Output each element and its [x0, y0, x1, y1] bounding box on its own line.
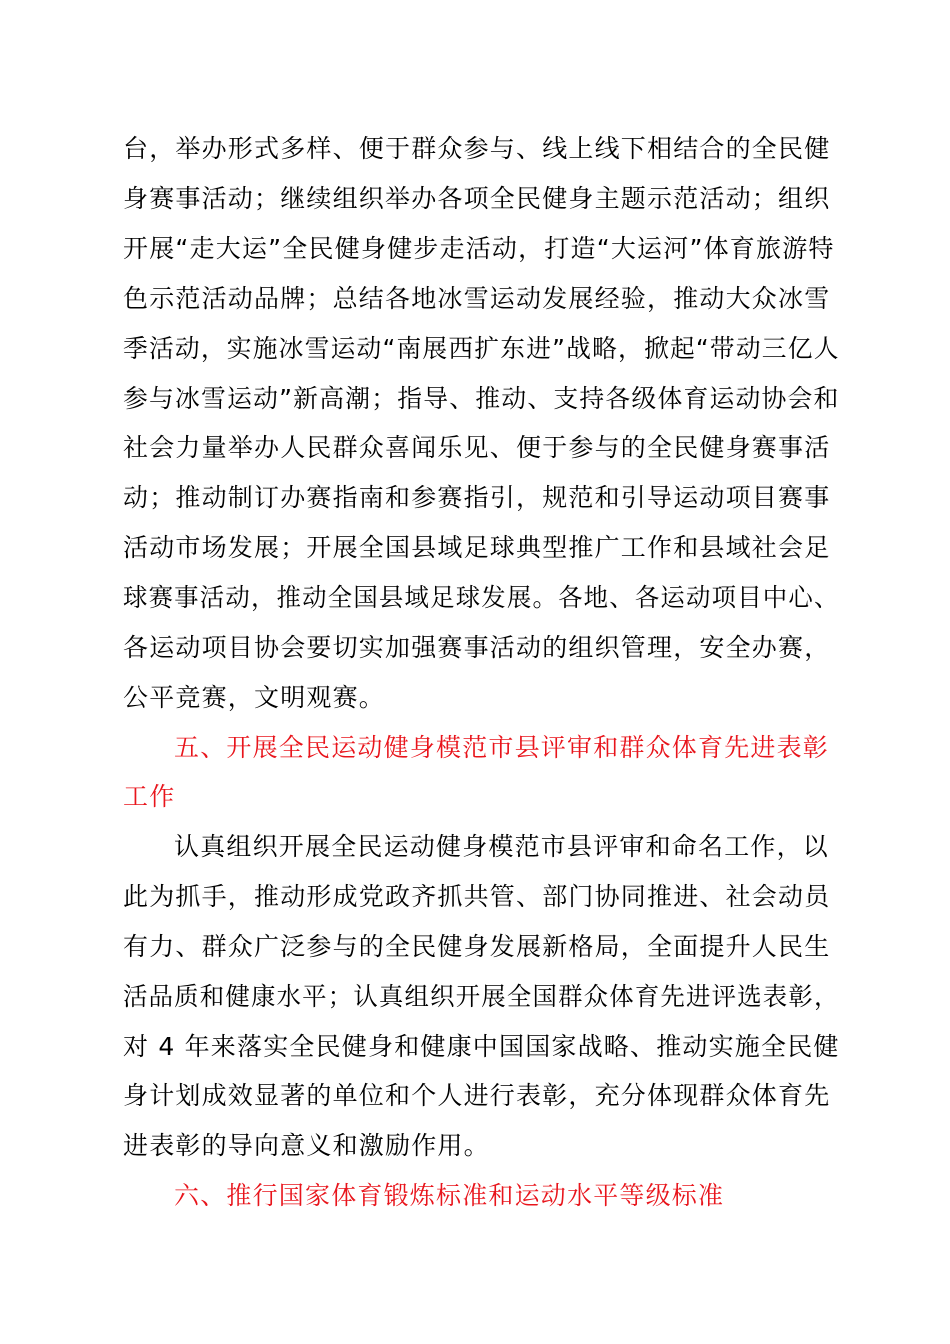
paragraph-line: 公平竞赛，文明观赛。: [123, 683, 386, 712]
paragraph-line: 有力、群众广泛参与的全民健身发展新格局，全面提升人民生: [123, 932, 831, 961]
paragraph-line: 活品质和健康水平；认真组织开展全国群众体育先进评选表彰，: [123, 982, 840, 1011]
section-6-heading: 六、推行国家体育锻炼标准和运动水平等级标准: [174, 1181, 725, 1210]
section-5-heading: 五、开展全民运动健身模范市县评审和群众体育先进表彰: [174, 733, 830, 762]
paragraph-line: 进表彰的导向意义和激励作用。: [123, 1131, 490, 1160]
paragraph-line: 身计划成效显著的单位和个人进行表彰，充分体现群众体育先: [123, 1081, 831, 1110]
paragraph-line: 台，举办形式多样、便于群众参与、线上线下相结合的全民健: [123, 134, 831, 163]
paragraph-line: 季活动，实施冰雪运动“南展西扩东进”战略，掀起“带动三亿人: [123, 334, 840, 363]
paragraph-line: 活动市场发展；开展全国县域足球典型推广工作和县域社会足: [123, 533, 831, 562]
paragraph-line: 身赛事活动；继续组织举办各项全民健身主题示范活动；组织: [123, 184, 831, 213]
paragraph-line: 此为抓手，推动形成党政齐抓共管、部门协同推进、社会动员: [123, 882, 831, 911]
paragraph-line: 色示范活动品牌；总结各地冰雪运动发展经验，推动大众冰雪: [123, 284, 831, 313]
paragraph-line: 球赛事活动，推动全国县域足球发展。各地、各运动项目中心、: [123, 583, 840, 612]
paragraph-line: 社会力量举办人民群众喜闻乐见、便于参与的全民健身赛事活: [123, 433, 831, 462]
paragraph-line: 动；推动制订办赛指南和参赛指引，规范和引导运动项目赛事: [123, 483, 831, 512]
section-5-heading-continued: 工作: [123, 782, 176, 811]
paragraph-line: 认真组织开展全民运动健身模范市县评审和命名工作，以: [174, 832, 830, 861]
paragraph-line: 各运动项目协会要切实加强赛事活动的组织管理，安全办赛，: [123, 633, 831, 662]
paragraph-line: 开展“走大运”全民健身健步走活动，打造“大运河”体育旅游特: [123, 234, 835, 263]
paragraph-line: 参与冰雪运动”新高潮；指导、推动、支持各级体育运动协会和: [123, 384, 840, 413]
paragraph-line: 对 4 年来落实全民健身和健康中国国家战略、推动实施全民健: [123, 1032, 840, 1061]
